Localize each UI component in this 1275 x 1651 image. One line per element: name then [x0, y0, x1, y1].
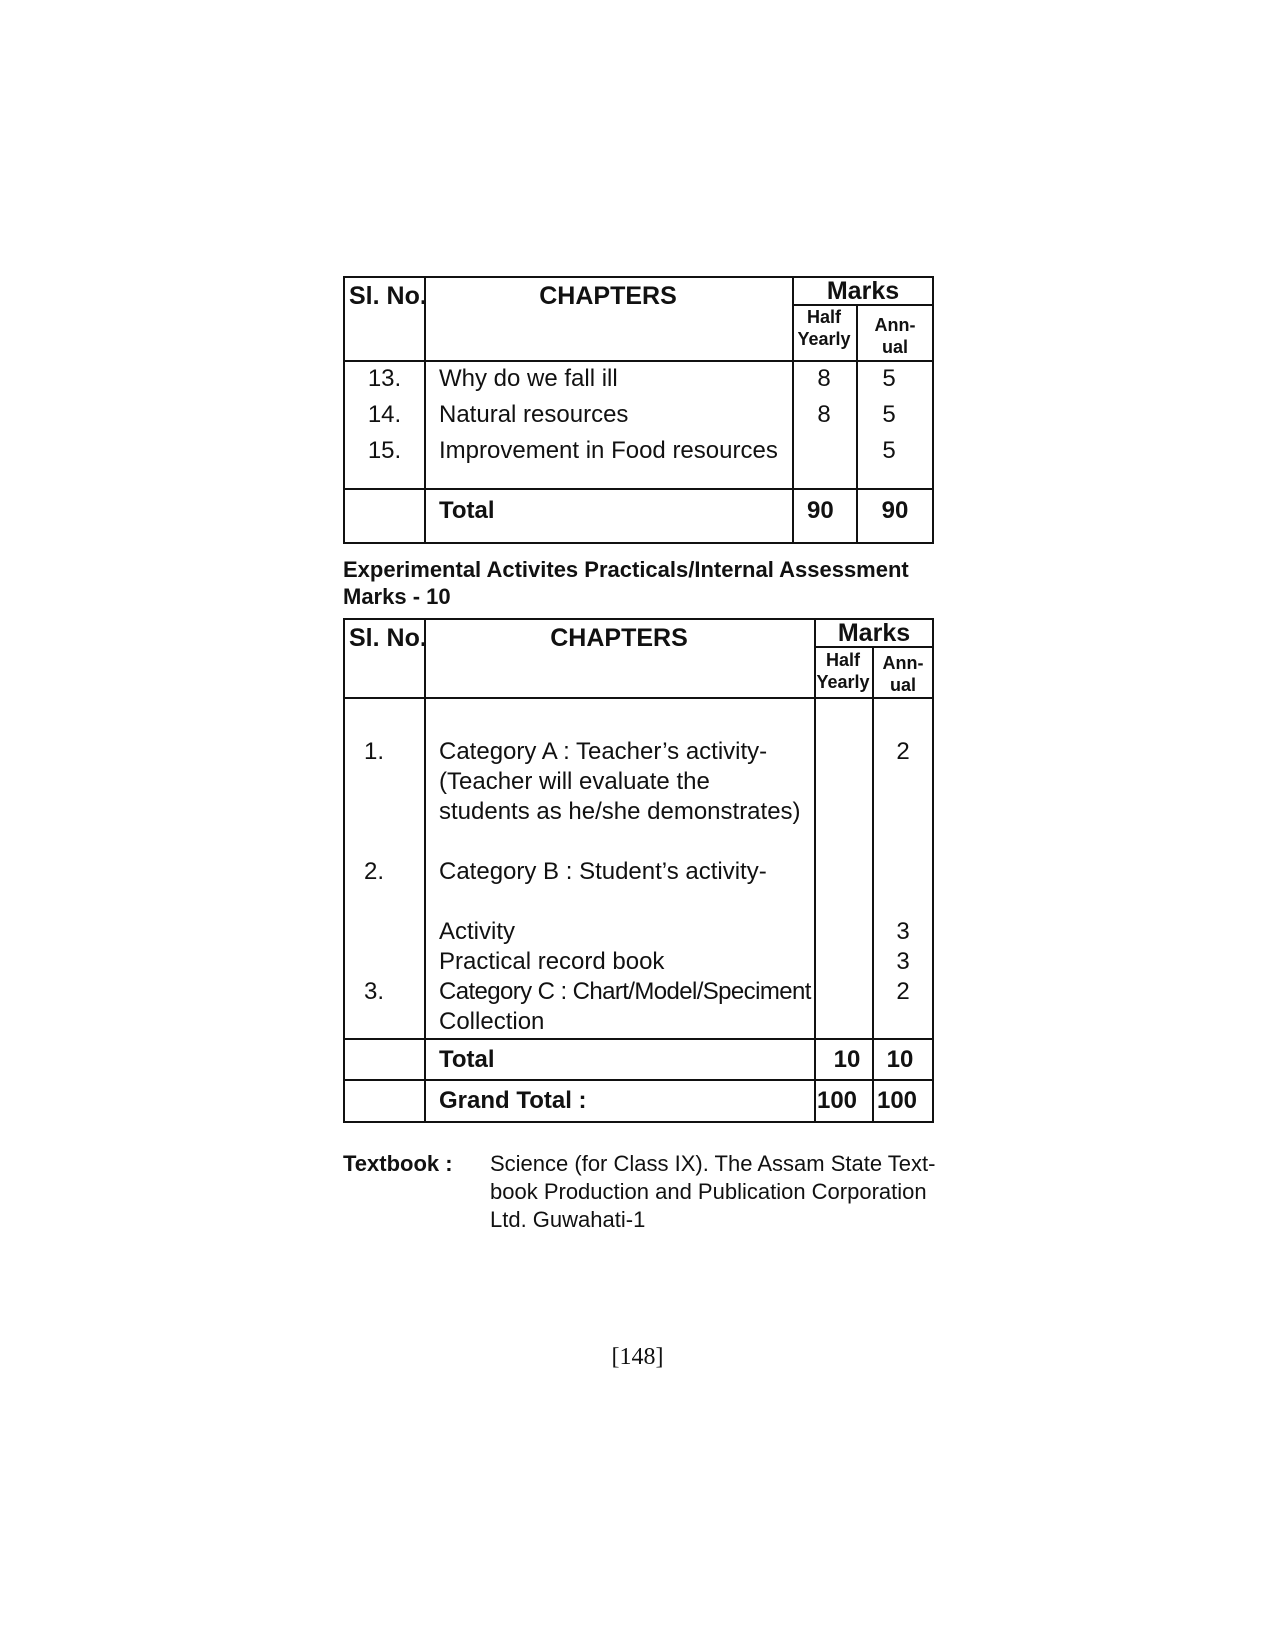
header-annual-line1: Ann-	[874, 315, 916, 335]
total-half: 10	[833, 1046, 861, 1073]
section-heading-line1: Experimental Activites Practicals/Internal Assessment	[343, 557, 909, 582]
header-sl-no: Sl. No.	[349, 624, 427, 652]
table-row-annual: 5	[882, 401, 896, 428]
table-row-annual: 5	[882, 437, 896, 464]
header-annual-line1: Ann-	[882, 653, 924, 673]
table-row-chapter: Activity	[439, 918, 516, 945]
table-row-chapter	[439, 737, 801, 827]
total-annual: 90	[881, 497, 909, 524]
table-row-sl: 3.	[364, 978, 385, 1005]
grand-total-annual: 100	[876, 1087, 918, 1114]
section-heading	[343, 556, 909, 610]
table-row-sl: 13.	[367, 365, 402, 392]
section-heading-line2: Marks - 10	[343, 584, 451, 609]
row-divider	[345, 1079, 932, 1081]
column-divider	[424, 278, 426, 542]
table-row-chapter: Improvement in Food resources	[439, 437, 778, 464]
table-row-sl: 15.	[367, 437, 402, 464]
header-annual	[872, 652, 934, 696]
header-annual-line2: ual	[889, 675, 916, 695]
table-row-half: 8	[817, 365, 831, 392]
header-marks: Marks	[837, 619, 911, 647]
row-divider	[345, 697, 932, 699]
header-half-yearly	[814, 649, 872, 693]
table-row-chapter: Category B : Student’s activity-	[439, 858, 767, 885]
textbook-line: Science (for Class IX). The Assam State Text-	[490, 1151, 936, 1176]
table-row-annual: 2	[896, 978, 910, 1005]
table-row-chapter: Natural resources	[439, 401, 629, 428]
table-row-chapter	[439, 977, 811, 1037]
chapter-line: Collection	[439, 1008, 545, 1035]
grand-total-label: Grand Total :	[439, 1087, 587, 1114]
marks-table-practicals	[343, 618, 934, 1123]
total-label: Total	[439, 497, 495, 524]
table-row-annual: 5	[882, 365, 896, 392]
table-row-annual: 3	[896, 948, 910, 975]
column-divider	[424, 620, 426, 1121]
header-half-yearly-line2: Yearly	[797, 329, 851, 349]
chapter-line: students as he/she demonstrates)	[439, 798, 801, 825]
marks-table-chapters	[343, 276, 934, 544]
header-chapters: CHAPTERS	[539, 282, 677, 310]
table-row-annual: 2	[896, 738, 910, 765]
header-half-yearly	[792, 306, 856, 350]
grand-total-half: 100	[816, 1087, 858, 1114]
header-annual-line2: ual	[881, 337, 908, 357]
header-half-yearly-line1: Half	[806, 307, 841, 327]
header-sl-no: Sl. No.	[349, 282, 427, 310]
textbook-reference	[490, 1150, 940, 1234]
chapter-line: Category A : Teacher’s activity-	[439, 738, 768, 765]
page-number: [148]	[611, 1344, 664, 1370]
total-annual: 10	[886, 1046, 914, 1073]
header-annual	[856, 314, 934, 358]
textbook-line: book Production and Publication Corporation	[490, 1179, 927, 1204]
total-label: Total	[439, 1046, 495, 1073]
chapter-line: (Teacher will evaluate the	[439, 768, 710, 795]
table-row-annual: 3	[896, 918, 910, 945]
textbook-line: Ltd. Guwahati-1	[490, 1207, 646, 1232]
table-row-sl: 14.	[367, 401, 402, 428]
table-row-chapter: Practical record book	[439, 948, 665, 975]
header-half-yearly-line2: Yearly	[816, 672, 870, 692]
table-row-sl: 1.	[364, 738, 385, 765]
column-divider	[814, 620, 816, 1121]
row-divider	[345, 360, 932, 362]
total-half: 90	[807, 497, 834, 524]
chapter-line: Category C : Chart/Model/Speciment	[439, 978, 811, 1005]
textbook-label: Textbook :	[343, 1151, 453, 1176]
row-divider	[345, 488, 932, 490]
table-row-sl: 2.	[364, 858, 385, 885]
header-chapters: CHAPTERS	[550, 624, 688, 652]
table-row-half: 8	[817, 401, 831, 428]
table-row-chapter: Why do we fall ill	[439, 365, 618, 392]
row-divider	[345, 1038, 932, 1040]
header-marks: Marks	[826, 277, 900, 305]
header-half-yearly-line1: Half	[825, 650, 860, 670]
